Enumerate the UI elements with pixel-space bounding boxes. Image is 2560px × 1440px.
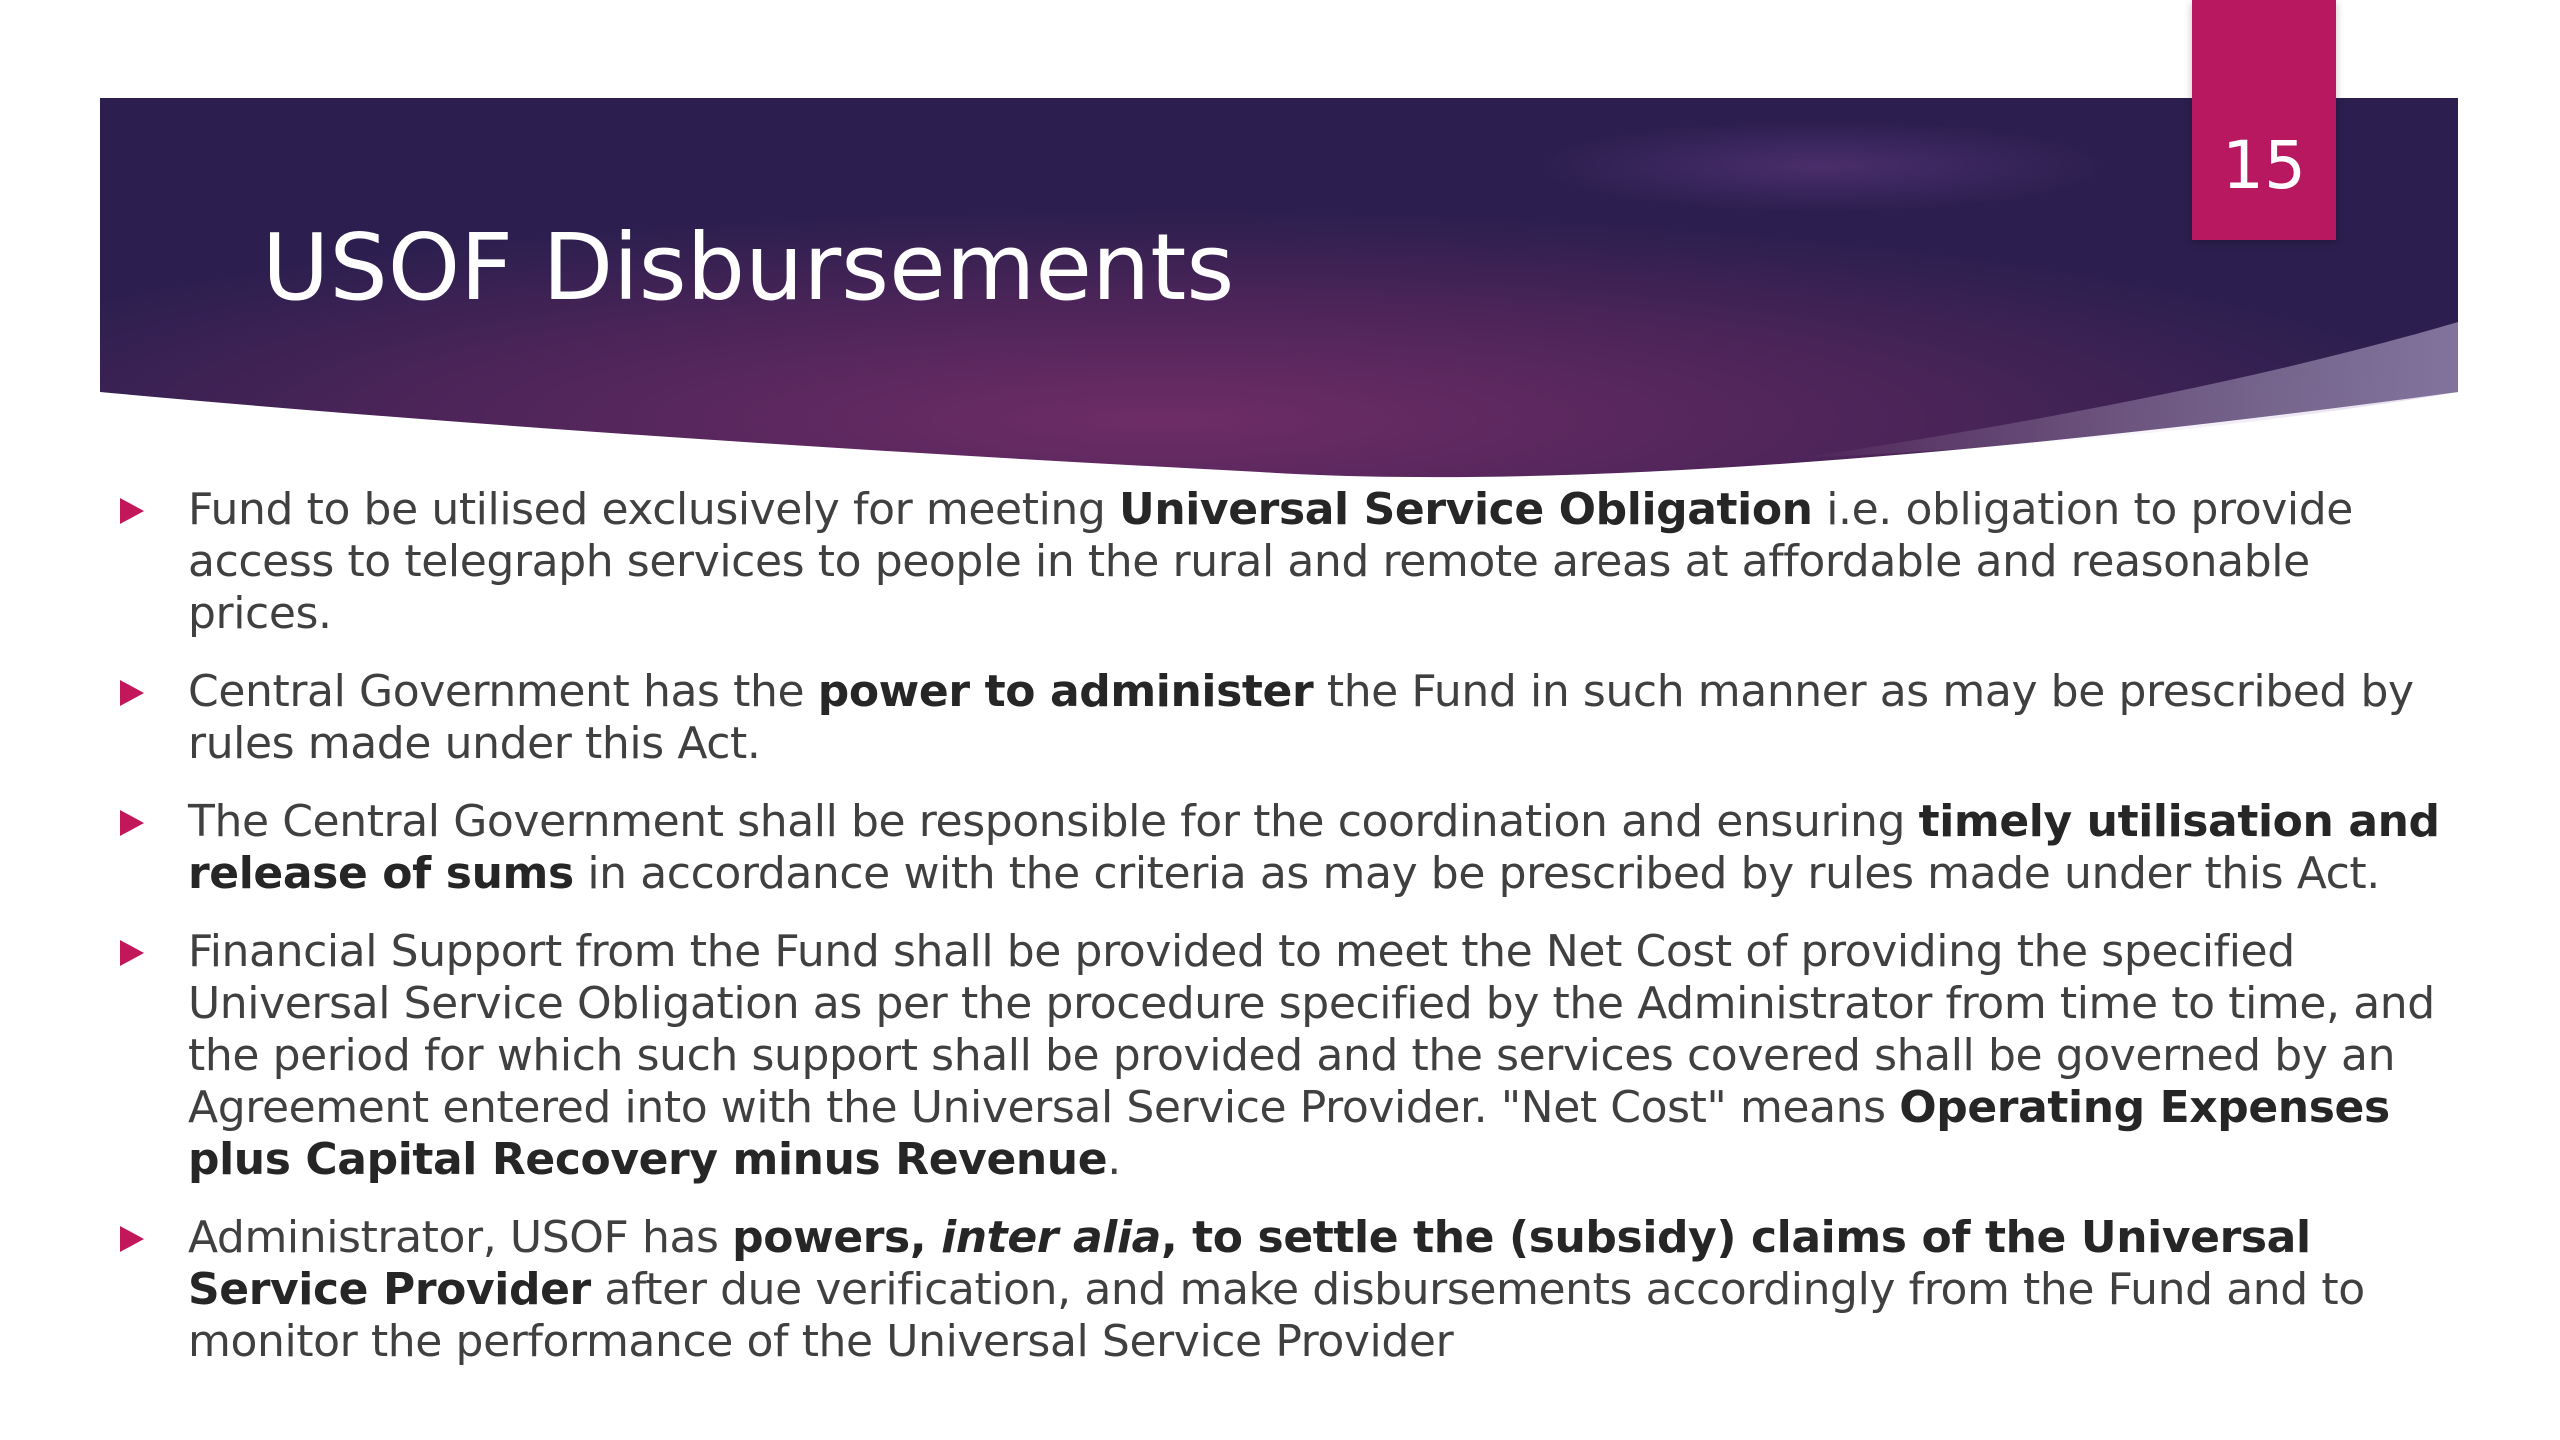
bullet-run-text: in accordance with the criteria as may be prescribed by rules made under this Act. — [573, 848, 2380, 899]
triangle-bullet-icon — [120, 940, 144, 966]
bullet-item — [118, 796, 2458, 900]
triangle-bullet-icon — [120, 498, 144, 524]
triangle-bullet-icon — [120, 1226, 144, 1252]
bullet-emphasis-text: power to administer — [817, 666, 1314, 717]
bullet-list — [118, 484, 2458, 1394]
bullet-emphasis-text: powers, — [732, 1212, 942, 1263]
bullet-run-text: after due verification, and make disbursements accordingly from the Fund and to monitor the performance of the Universal Service Provider — [188, 1264, 2365, 1367]
triangle-bullet-icon — [120, 810, 144, 836]
bullet-run-text: . — [1107, 1134, 1121, 1185]
page-number-badge — [2192, 0, 2336, 240]
bullet-run-text: the Fund in such manner as may be prescribed by rules made under this Act. — [188, 666, 2414, 769]
triangle-bullet-icon — [120, 680, 144, 706]
bullet-item — [118, 666, 2458, 770]
bullet-run-text: i.e. obligation to provide access to telegraph services to people in the rural and remote areas at affordable and reasonable prices. — [188, 484, 2353, 639]
bullet-emphasis-text: Universal Service Obligation — [1119, 484, 1813, 535]
bullet-emphasis-text: Operating Expenses plus Capital Recovery minus Revenue — [188, 1082, 2390, 1185]
bullet-text — [188, 796, 2440, 899]
bullet-run-text: The Central Government shall be responsible for the coordination and ensuring — [188, 796, 1919, 847]
bullet-text — [188, 1212, 2365, 1367]
bullet-run-text: Central Government has the — [188, 666, 818, 717]
bullet-item — [118, 926, 2458, 1186]
page-number: 15 — [2222, 127, 2306, 204]
bullet-emphasis-text: inter alia — [941, 1212, 1161, 1263]
bullet-emphasis-text: , to settle the (subsidy) claims of the Universal Service Provider — [188, 1212, 2311, 1315]
bullet-run-text: Fund to be utilised exclusively for meeting — [188, 484, 1119, 535]
bullet-item — [118, 484, 2458, 640]
bullet-text — [188, 666, 2414, 769]
bullet-run-text: Financial Support from the Fund shall be provided to meet the Net Cost of providing the specified Universal Service Obligation as per the procedure specified by the Administrator from time to time, and the period for which such support shall be provided and the services covered shall be governed by an Agreement entered into with the Universal Service Provider. "Net Cost" means — [188, 926, 2435, 1133]
slide-title: USOF Disbursements — [262, 214, 1235, 321]
bullet-text — [188, 484, 2353, 639]
bullet-run-text: Administrator, USOF has — [188, 1212, 733, 1263]
bullet-text — [188, 926, 2435, 1185]
bullet-item — [118, 1212, 2458, 1368]
bullet-emphasis-text: timely utilisation and release of sums — [188, 796, 2440, 899]
